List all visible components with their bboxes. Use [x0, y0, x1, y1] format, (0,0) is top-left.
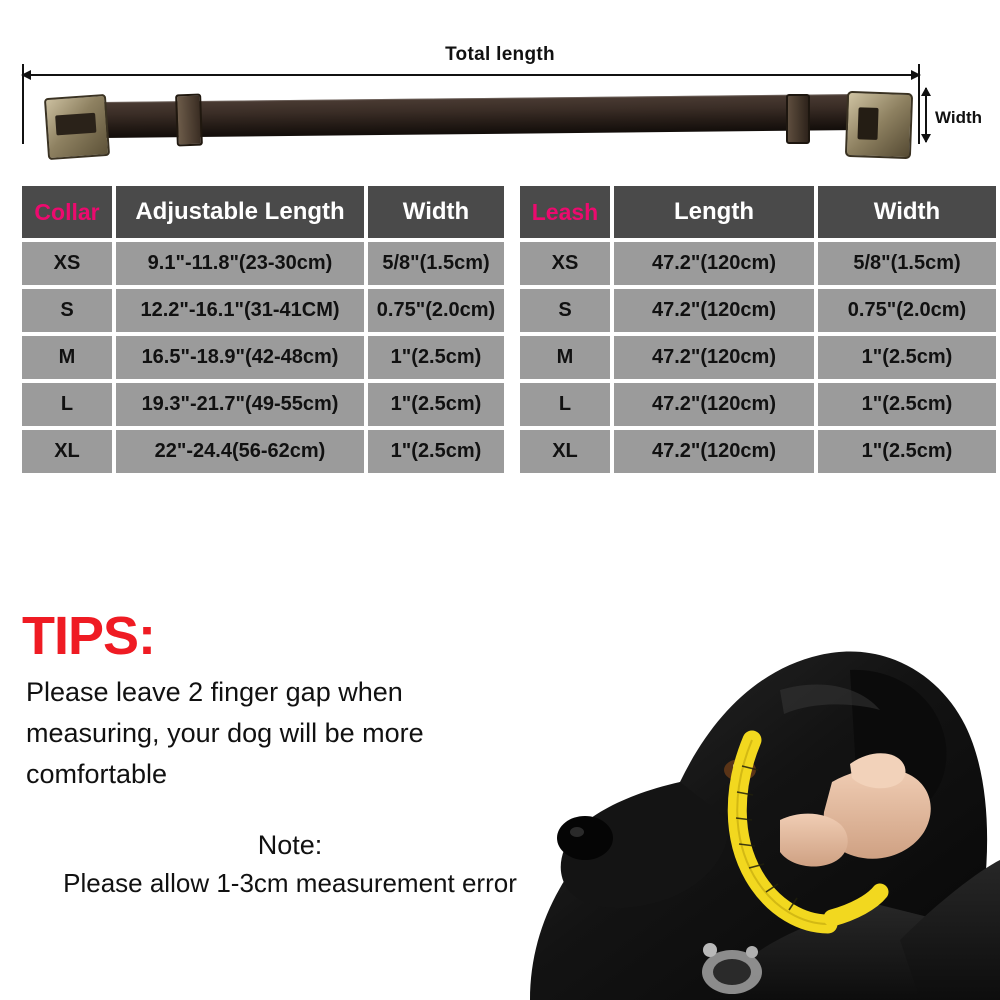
- cell-size: L: [22, 383, 112, 426]
- table-row: [520, 430, 996, 473]
- leash-size-table: [516, 182, 1000, 477]
- measure-tick-left: [22, 64, 24, 144]
- size-chart-tables: [18, 182, 982, 477]
- cell-size: S: [22, 289, 112, 332]
- cell-width: 0.75"(2.0cm): [368, 289, 504, 332]
- width-label: Width: [935, 108, 983, 127]
- table-row: [520, 289, 996, 332]
- collar-category-header: Collar: [22, 186, 112, 238]
- cell-size: M: [520, 336, 610, 379]
- collar-keeper-icon: [786, 94, 810, 144]
- collar-width-header: Width: [368, 186, 504, 238]
- collar-buckle-left-icon: [44, 94, 110, 160]
- width-arrow: [925, 88, 927, 142]
- cell-length: 19.3"-21.7"(49-55cm): [116, 383, 364, 426]
- cell-length: 47.2"(120cm): [614, 242, 814, 285]
- cell-width: 1"(2.5cm): [368, 430, 504, 473]
- cell-width: 5/8"(1.5cm): [368, 242, 504, 285]
- table-row: [22, 336, 504, 379]
- leash-length-header: Length: [614, 186, 814, 238]
- cell-length: 22"-24.4(56-62cm): [116, 430, 364, 473]
- tips-section: [0, 520, 1000, 1000]
- table-row: [520, 242, 996, 285]
- measuring-photo: [380, 520, 1000, 1000]
- cell-length: 16.5"-18.9"(42-48cm): [116, 336, 364, 379]
- dog-collar-illustration: [26, 90, 916, 142]
- table-row: [22, 289, 504, 332]
- cell-length: 12.2"-16.1"(31-41CM): [116, 289, 364, 332]
- total-length-label: Total length: [445, 44, 555, 65]
- cell-width: 1"(2.5cm): [818, 336, 996, 379]
- leash-category-header: Leash: [520, 186, 610, 238]
- cell-size: S: [520, 289, 610, 332]
- cell-width: 1"(2.5cm): [818, 430, 996, 473]
- table-row: [520, 336, 996, 379]
- table-row: [22, 242, 504, 285]
- cell-length: 9.1"-11.8"(23-30cm): [116, 242, 364, 285]
- cell-width: 5/8"(1.5cm): [818, 242, 996, 285]
- table-row: [22, 383, 504, 426]
- collar-buckle-right-icon: [845, 91, 913, 159]
- measuring-photo-illustration: [380, 520, 1000, 1000]
- cell-width: 0.75"(2.0cm): [818, 289, 996, 332]
- leash-width-header: Width: [818, 186, 996, 238]
- note-body-text: Please allow 1-3cm measurement error: [63, 868, 517, 898]
- cell-size: L: [520, 383, 610, 426]
- cell-size: XS: [520, 242, 610, 285]
- collar-strap: [86, 94, 876, 138]
- cell-length: 47.2"(120cm): [614, 430, 814, 473]
- total-length-arrow: [22, 74, 920, 76]
- cell-size: XL: [22, 430, 112, 473]
- collar-slider-icon: [175, 94, 203, 147]
- cell-width: 1"(2.5cm): [368, 336, 504, 379]
- cell-size: M: [22, 336, 112, 379]
- table-row: [520, 383, 996, 426]
- product-diagram: [0, 0, 1000, 172]
- tips-body-text: Please leave 2 finger gap when measuring, your dog will be more comfortable: [26, 677, 424, 789]
- measure-tick-right: [918, 64, 920, 144]
- cell-length: 47.2"(120cm): [614, 289, 814, 332]
- cell-length: 47.2"(120cm): [614, 336, 814, 379]
- cell-length: 47.2"(120cm): [614, 383, 814, 426]
- cell-width: 1"(2.5cm): [368, 383, 504, 426]
- cell-size: XS: [22, 242, 112, 285]
- collar-length-header: Adjustable Length: [116, 186, 364, 238]
- table-header-row: [520, 186, 996, 238]
- collar-size-table: [18, 182, 508, 477]
- note-title: Note:: [257, 830, 323, 860]
- cell-width: 1"(2.5cm): [818, 383, 996, 426]
- table-header-row: [22, 186, 504, 238]
- table-row: [22, 430, 504, 473]
- cell-size: XL: [520, 430, 610, 473]
- tips-title: TIPS:: [22, 606, 156, 666]
